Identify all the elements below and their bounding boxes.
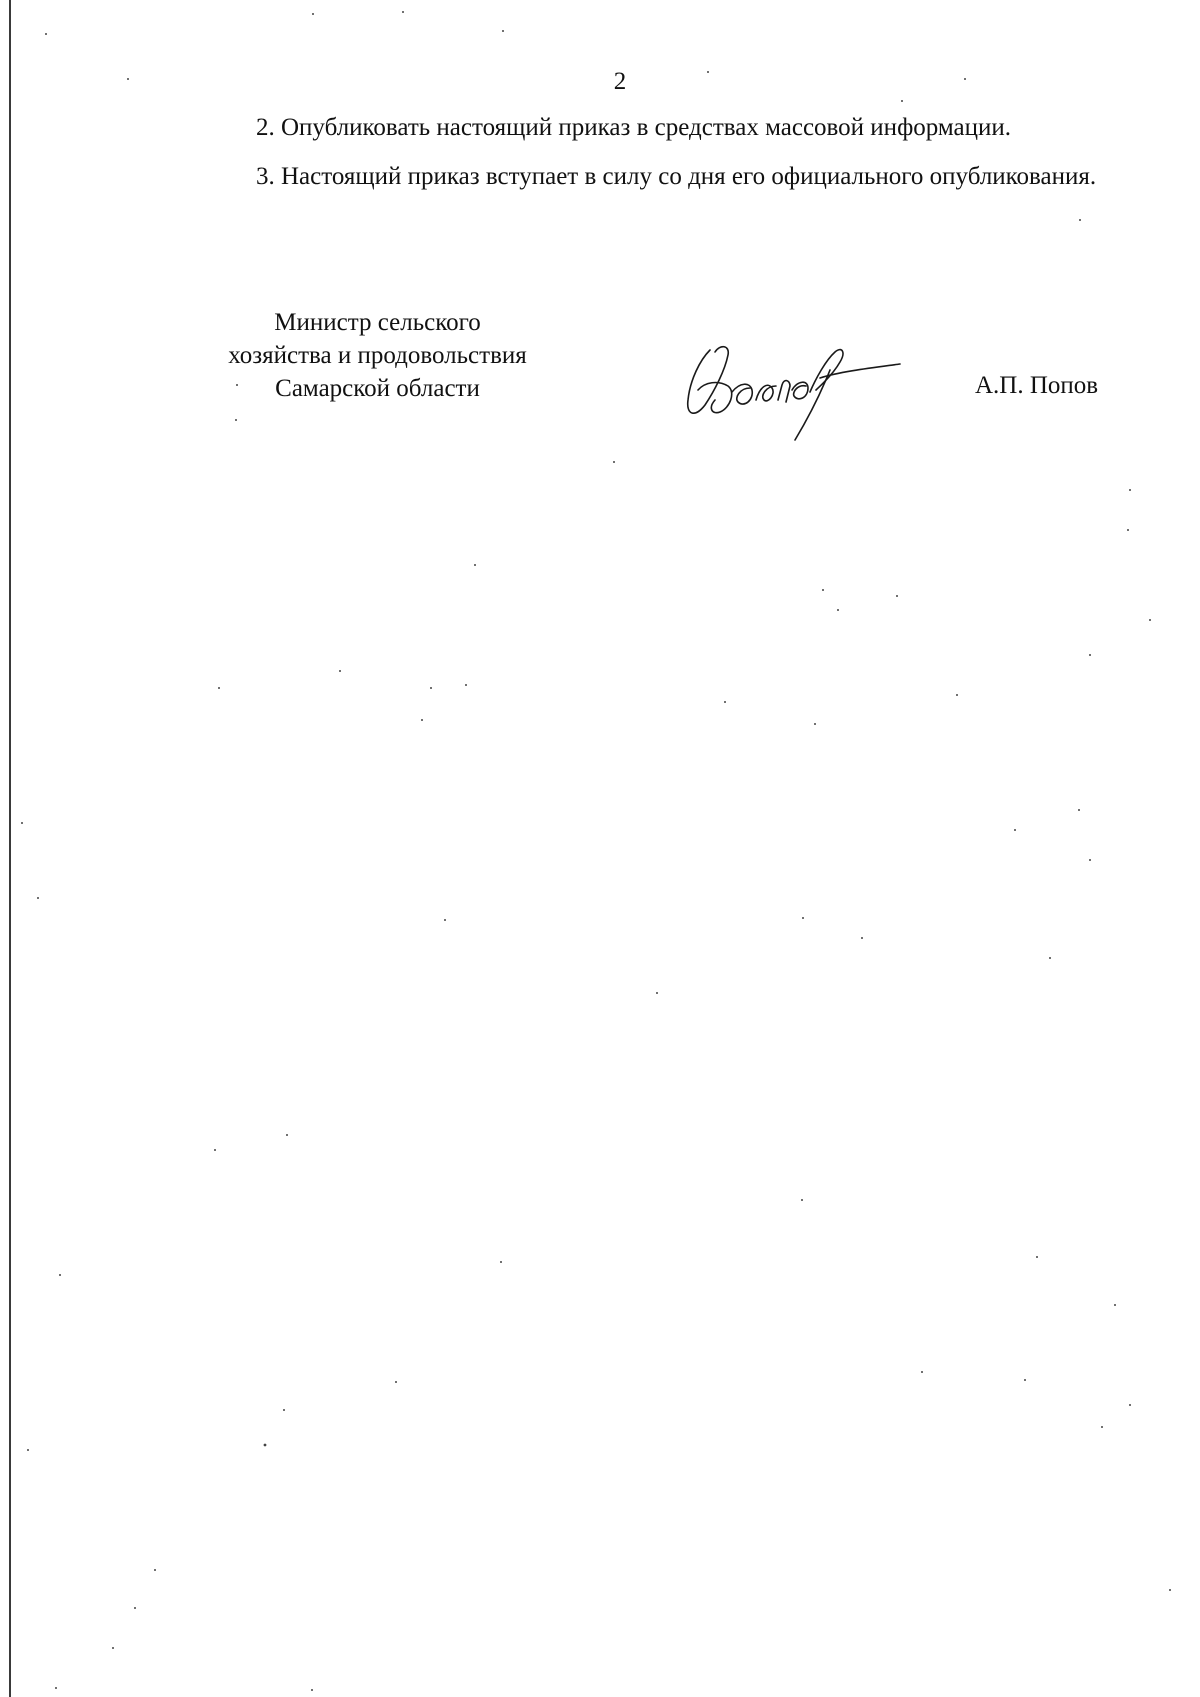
paragraph-item-3: 3. Настоящий приказ вступает в силу со дня его официального опубликования. — [256, 163, 1097, 190]
signer-title — [205, 306, 550, 405]
scan-binding-edge — [9, 0, 11, 1697]
signer-title-line-3: Самарской области — [275, 375, 480, 402]
signer-name: А.П. Попов — [975, 372, 1099, 399]
signer-title-line-1: Министр сельского — [274, 309, 481, 336]
handwritten-signature — [670, 330, 910, 460]
page-number: 2 — [613, 68, 627, 95]
paragraph-item-2: 2. Опубликовать настоящий приказ в средствах массовой информации. — [256, 114, 1012, 141]
signer-title-line-2: хозяйства и продовольствия — [228, 342, 527, 369]
